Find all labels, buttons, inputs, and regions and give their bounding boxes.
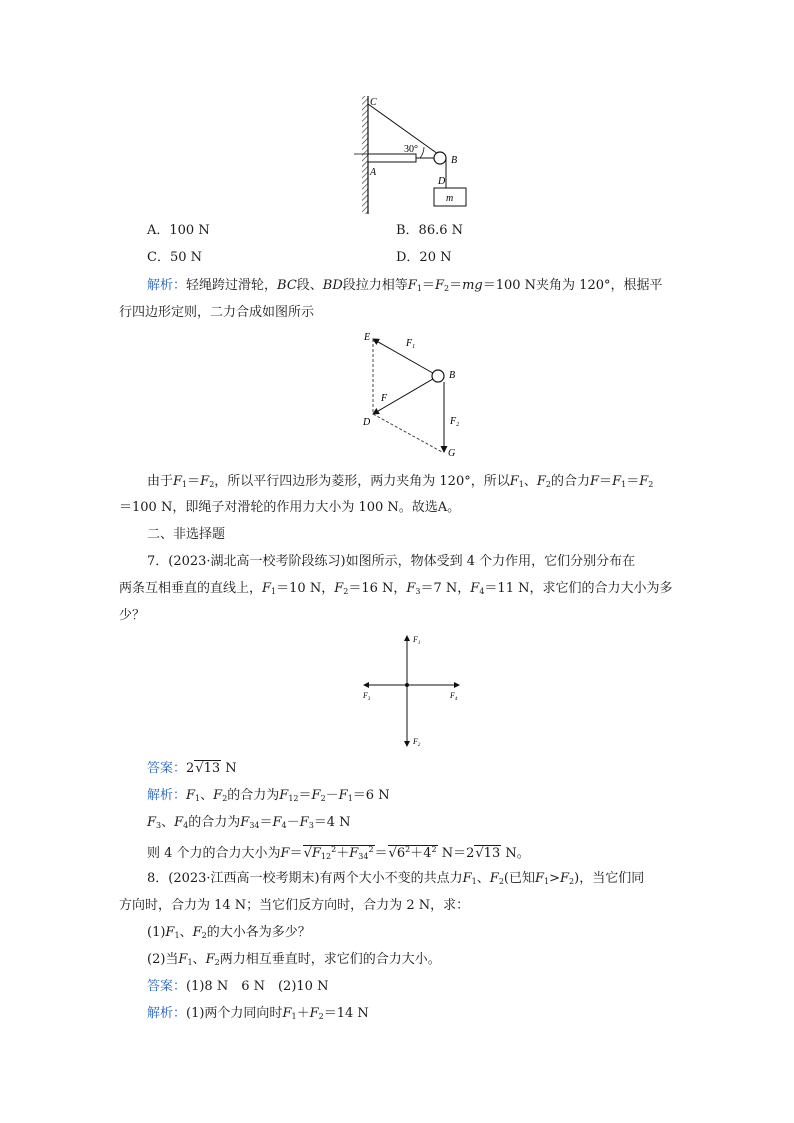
mass-label: m: [446, 193, 454, 204]
label-G: G: [448, 448, 456, 459]
conclusion6-line2: ＝100 N，即绳子对滑轮的作用力大小为 100 N。故选A。: [119, 500, 461, 515]
label-F1: $F_1$: [406, 338, 416, 350]
q7-line3: 少？: [119, 608, 146, 623]
section-heading: 二、非选择题: [147, 527, 226, 542]
solution7-line2: $F_3$、$F_4$的合力为$F_{34}=F_4-F_3=4$ N: [147, 815, 351, 830]
label-A: A: [370, 167, 377, 178]
solution6-line2: 行四边形定则，二力合成如图所示: [119, 305, 315, 320]
q8-line1: 8．(2023·江西高一校考期末)有两个大小不变的共点力$F_1$、$F_2$(已知$F_1>F_2$)，当它们同: [147, 871, 645, 886]
option-c: C．50 N: [147, 250, 202, 265]
q7-line2: 两条互相垂直的直线上，$F_1=10$ N，$F_2=16$ N，$F_3=7$ N，$F_4=11$ N，求它们的合力大小为多: [119, 581, 673, 596]
figure-force-parallelogram: [360, 328, 460, 462]
label-B2: B: [449, 370, 456, 381]
option-b: B．86.6 N: [396, 223, 464, 238]
q8-part2: (2)当$F_1$、$F_2$两力相互垂直时，求它们的合力大小。: [147, 952, 441, 967]
label-E: E: [364, 332, 371, 343]
figure-wall-pulley: [340, 92, 480, 218]
figure-four-forces: [356, 630, 466, 750]
rod-AB: [368, 154, 416, 162]
angle-label: 30°: [404, 144, 418, 155]
label-F1-fig3: $F_1$: [413, 635, 421, 646]
q8-line2: 方向时，合力为 14 N；当它们反方向时，合力为 2 N，求：: [119, 898, 470, 913]
solution6-line1: 解析：轻绳跨过滑轮，BC段、BD段拉力相等$F_1=F_2=mg=100$ N夹角为 120°，根据平: [147, 278, 663, 293]
label-D2: D: [363, 417, 371, 428]
q8-part1: $(1)F_1$、$F_2$的大小各为多少？: [147, 925, 311, 940]
label-F3-fig3: $F_3$: [363, 691, 371, 702]
center-point: [405, 683, 409, 687]
wall-hatch: [362, 96, 368, 214]
rope-CB: [368, 104, 438, 154]
option-a: A．100 N: [147, 223, 210, 238]
label-F2: $F_2$: [450, 416, 460, 428]
label-C: C: [370, 97, 377, 108]
pulley-B: [432, 370, 444, 382]
q7-line1: 7．(2023·湖北高一校考阶段练习)如图所示，物体受到 4 个力作用，它们分别分布在: [147, 554, 636, 569]
label-F2-fig3: $F_2$: [413, 737, 421, 748]
solution7-line3: 则 4 个力的合力大小为$F=√F_{12}^2+F_{34}^2=√6^2+4^2$ N＝2√13 N。: [147, 845, 530, 861]
answer7: 答案：2√13 N: [147, 761, 237, 776]
conclusion6-line1: 由于$F_1=F_2$，所以平行四边形为菱形，两力夹角为 120°，所以$F_1$、$F_2$的合力$F=F_1=F_2$: [147, 474, 654, 489]
label-F: F: [381, 393, 388, 404]
pulley: [434, 152, 446, 164]
solution7-line1: 解析：$F_1$、$F_2$的合力为$F_{12}=F_2-F_1=6$ N: [147, 788, 390, 803]
label-D: D: [438, 176, 446, 187]
option-d: D．20 N: [396, 250, 452, 265]
label-B: B: [451, 155, 458, 166]
answer8: 答案：(1)8 N 6 N (2)10 N: [147, 979, 329, 994]
dashed-DG: [373, 414, 442, 452]
label-F4-fig3: $F_4$: [450, 691, 458, 702]
solution8-line1: 解析：(1)两个力同向时$F_1+F_2=14$ N: [147, 1006, 369, 1021]
